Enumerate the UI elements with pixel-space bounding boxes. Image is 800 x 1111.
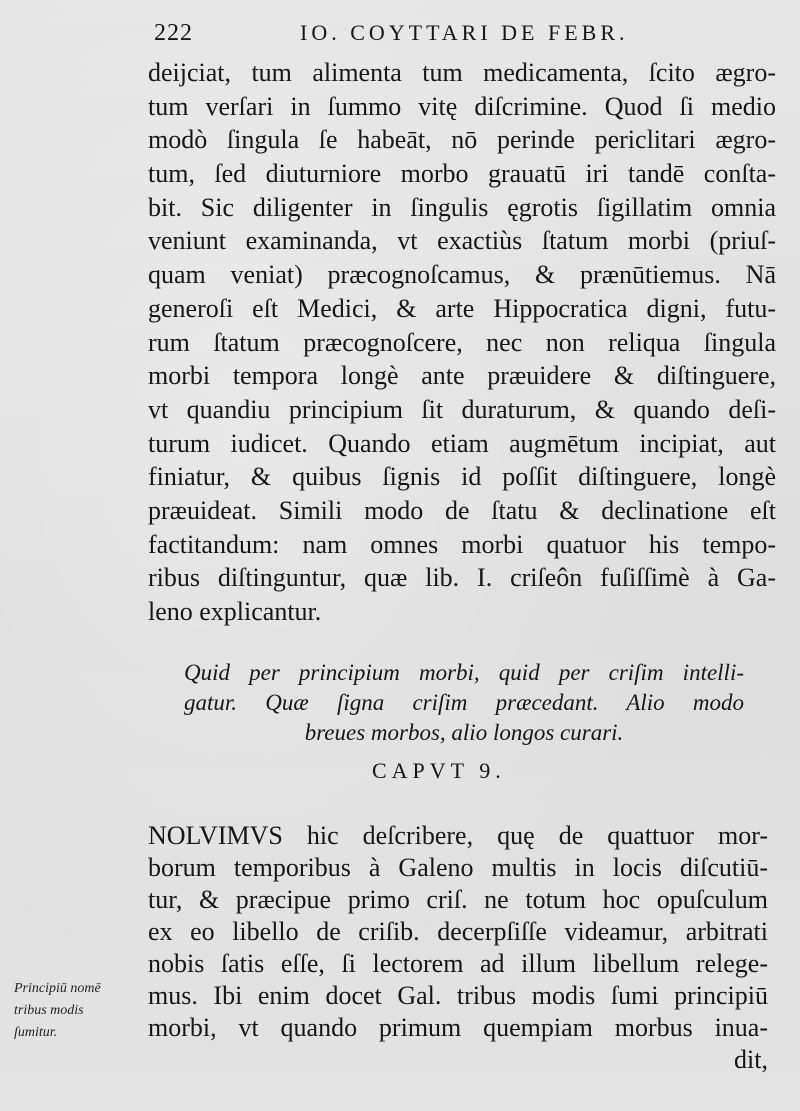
body-line: leno explicantur. — [148, 597, 322, 626]
chapter-line: morbi, vt quando primum quempiam morbus inua- — [148, 1013, 768, 1042]
body-line: rum ſtatum præcognoſcere, nec non reliqua ſingula — [148, 327, 776, 357]
body-line: veniunt examinanda, vt exactiùs ſtatum morbi (priuſ- — [148, 226, 776, 256]
chapter-line: ex eo libello de criſib. decerpſiſſe videamur, arbitrati — [148, 917, 768, 946]
chapter-summary — [184, 658, 744, 748]
margin-note-line: tribus modis — [14, 1003, 84, 1018]
body-line: deijciat, tum alimenta tum medicamenta, ſcito ægro- — [148, 58, 776, 87]
body-line: generoſi eſt Medici, & arte Hippocratica digni, futu- — [148, 293, 776, 323]
chapter-line: tur, & præcipue primo criſ. ne totum hoc opuſculum — [148, 885, 768, 914]
body-line: morbi tempora longè ante præuidere & diſtinguere, — [148, 361, 776, 391]
chapter-line: borum temporibus à Galeno multis in locis diſcutiū- — [148, 853, 768, 882]
body-line: præuideat. Simili modo de ſtatu & declinatione eſt — [148, 495, 776, 525]
chapter-heading: CAPVT 9. — [372, 758, 506, 783]
chapter-line: NOLVIMVS hic deſcribere, quę de quattuor mor- — [148, 821, 768, 850]
chapter-paragraph — [148, 820, 768, 1076]
body-line: tum, ſed diuturniore morbo grauatū iri tandē conſta- — [148, 159, 776, 189]
summary-line: gatur. Quæ ſigna criſim præcedant. Alio modo — [184, 690, 744, 715]
body-line: tum verſari in ſummo vitę diſcrimine. Quod ſi medio — [148, 91, 776, 121]
page-number: 222 — [154, 20, 193, 46]
body-paragraph — [148, 56, 776, 629]
summary-line: breues morbos, alio longos curari. — [304, 720, 624, 745]
chapter-line: dit, — [734, 1045, 768, 1074]
chapter-line: mus. Ibi enim docet Gal. tribus modis ſumi principiū — [148, 981, 768, 1010]
body-line: bit. Sic diligenter in ſingulis ęgrotis ſigillatim omnia — [148, 192, 776, 222]
body-line: vt quandiu principium ſit duraturum, & quando deſi- — [148, 394, 776, 424]
running-head: IO. COYTTARI DE FEBR. — [300, 20, 629, 45]
body-line: ribus diſtinguntur, quæ lib. I. criſeôn fuſiſſimè à Ga- — [148, 563, 776, 593]
margin-note — [14, 978, 144, 1044]
margin-note-line: Principiū nomē — [14, 981, 101, 996]
margin-note-line: ſumitur. — [14, 1025, 58, 1040]
body-line: factitandum: nam omnes morbi quatuor his tempo- — [148, 529, 776, 559]
summary-line: Quid per principium morbi, quid per criſim intelli- — [184, 660, 744, 685]
body-line: quam veniat) præcognoſcamus, & prænūtiemus. Nā — [148, 260, 776, 290]
chapter-line: nobis ſatis eſſe, ſi lectorem ad illum libellum relege- — [148, 949, 768, 978]
body-line: turum iudicet. Quando etiam augmētum incipiat, aut — [148, 428, 776, 458]
body-line: finiatur, & quibus ſignis id poſſit diſtinguere, longè — [148, 462, 776, 492]
page-header — [148, 18, 778, 50]
body-line: modò ſingula ſe habeāt, nō perinde periclitari ægro- — [148, 125, 776, 155]
